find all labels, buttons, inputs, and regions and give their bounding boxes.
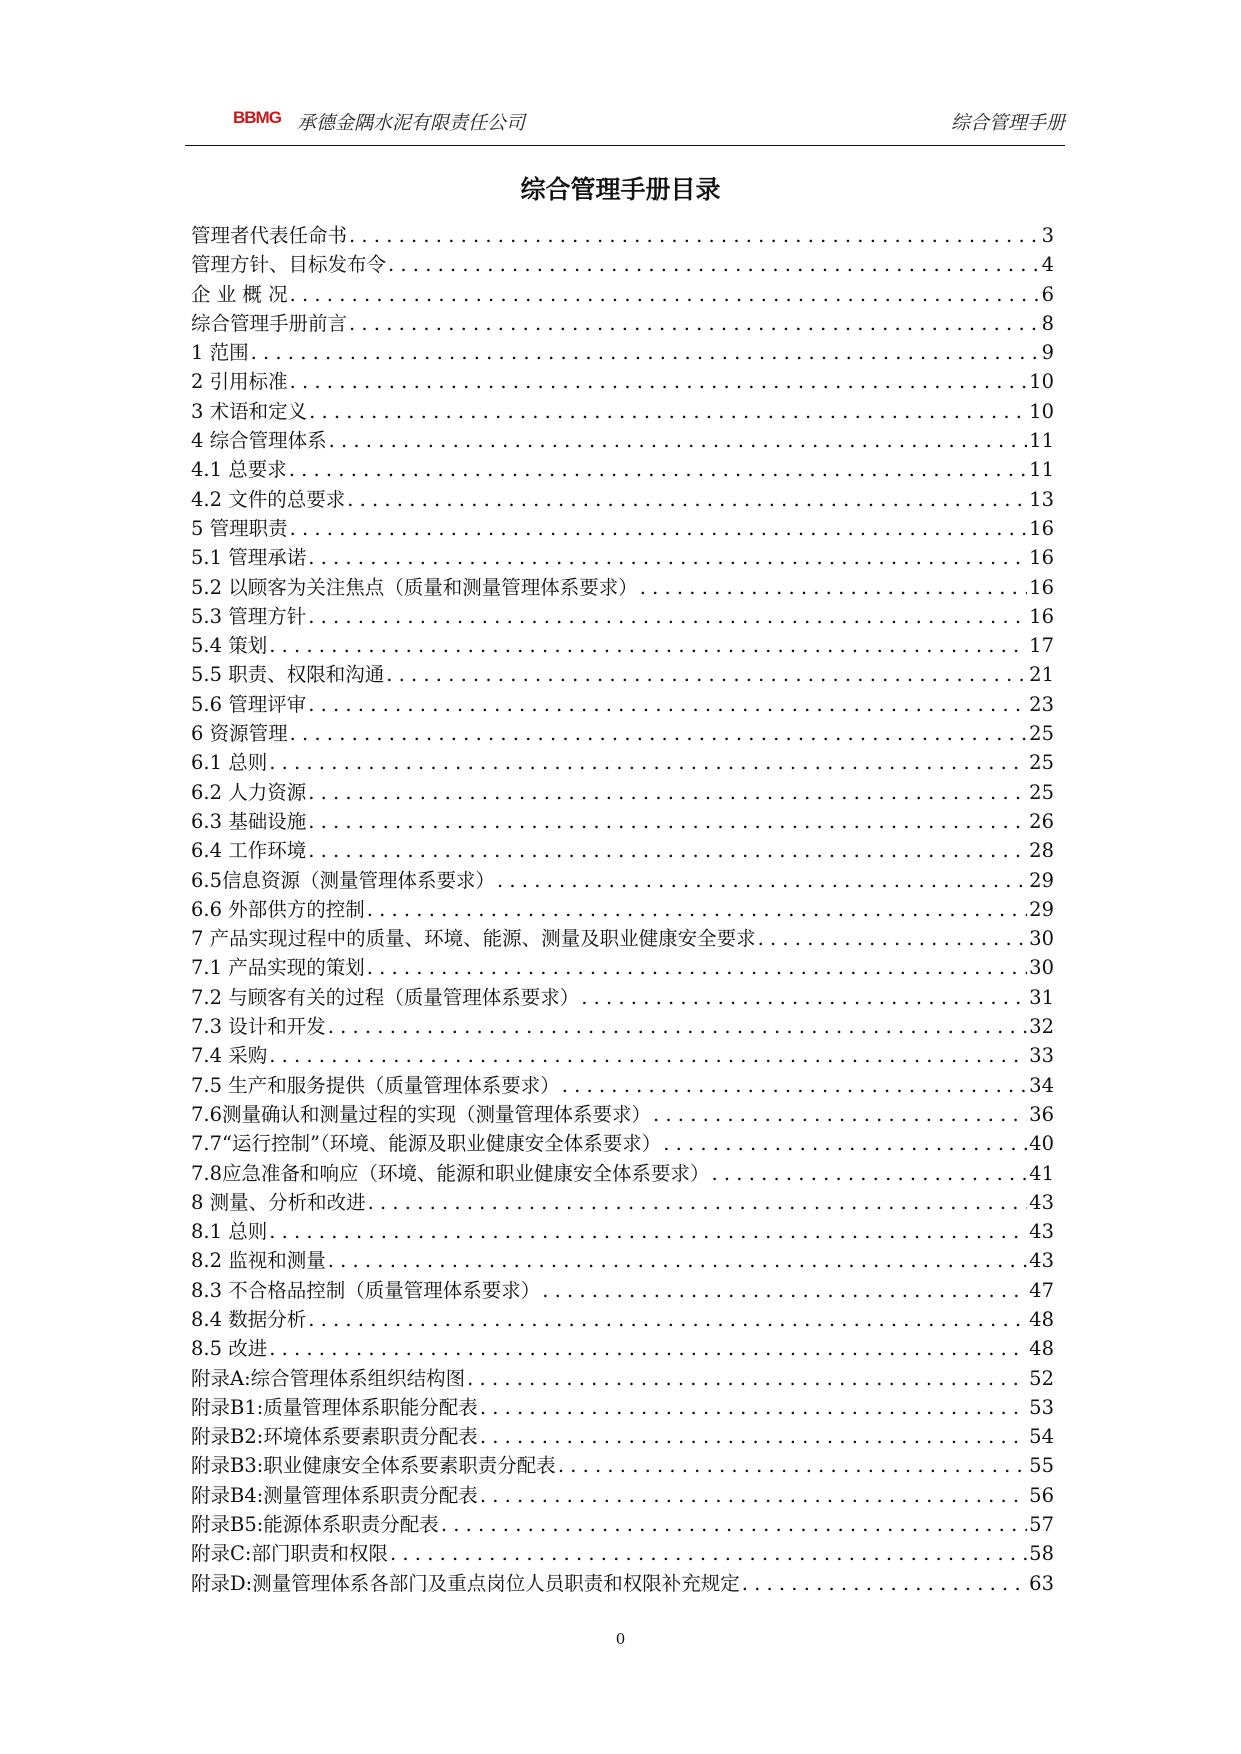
toc-entry-label: 管理者代表任命书 (191, 224, 348, 247)
toc-entry-page: 25 (1029, 722, 1054, 746)
toc-entry-label: 6.3 基础设施 (191, 809, 307, 833)
toc-entry-label: 3 术语和定义 (191, 399, 308, 423)
toc-leader-dots (467, 1364, 1027, 1393)
toc-entry-label: 5.3 管理方针 (191, 604, 307, 628)
page-title: 综合管理手册目录 (520, 175, 721, 204)
toc-entry-page: 43 (1029, 1249, 1054, 1273)
toc-entry[interactable] (191, 1129, 1054, 1158)
toc-entry-label: 附录B5:能源体系职责分配表 (191, 1513, 439, 1537)
toc-entry[interactable] (191, 895, 1054, 924)
toc-entry-page: 13 (1029, 487, 1054, 511)
toc-entry[interactable] (191, 367, 1054, 396)
toc-entry[interactable] (191, 397, 1054, 426)
toc-leader-dots (308, 836, 1027, 865)
toc-leader-dots (441, 1510, 1027, 1539)
toc-entry-page: 16 (1029, 516, 1054, 540)
toc-entry-page: 31 (1029, 985, 1054, 1009)
toc-leader-dots (290, 280, 1040, 309)
toc-entry-label: 5.4 策划 (191, 634, 268, 658)
toc-entry-page: 28 (1029, 839, 1054, 863)
toc-entry-page: 48 (1029, 1307, 1054, 1331)
toc-entry[interactable] (191, 1246, 1054, 1275)
manual-name: 综合管理手册 (950, 112, 1065, 134)
toc-entry-label: 附录D:测量管理体系各部门及重点岗位人员职责和权限补充规定 (191, 1571, 740, 1595)
toc-leader-dots (742, 1569, 1027, 1598)
toc-entry[interactable] (191, 1041, 1054, 1070)
toc-leader-dots (309, 397, 1027, 426)
toc-entry-label: 7.8应急准备和响应（环境、能源和职业健康安全体系要求） (191, 1161, 710, 1185)
toc-entry[interactable] (191, 1305, 1054, 1334)
toc-leader-dots (329, 426, 1028, 455)
toc-entry-label: 6 资源管理 (191, 722, 288, 746)
toc-leader-dots (542, 1276, 1027, 1305)
toc-leader-dots (480, 1422, 1027, 1451)
toc-entry-page: 3 (1041, 224, 1054, 247)
toc-entry-page: 40 (1029, 1132, 1054, 1156)
toc-entry-page: 30 (1029, 927, 1054, 951)
toc-entry[interactable] (191, 660, 1054, 689)
toc-entry-label: 附录B2:环境体系要素职责分配表 (191, 1425, 478, 1449)
toc-entry[interactable] (191, 953, 1054, 982)
toc-entry[interactable] (191, 1276, 1054, 1305)
toc-leader-dots (269, 1041, 1027, 1070)
toc-entry-label: 附录B4:测量管理体系职责分配表 (191, 1483, 478, 1507)
toc-entry[interactable] (191, 1539, 1054, 1568)
toc-entry[interactable] (191, 1217, 1054, 1246)
toc-leader-dots (558, 1451, 1027, 1480)
toc-entry[interactable] (191, 924, 1054, 953)
company-name: 承德金隅水泥有限责任公司 (297, 112, 526, 134)
toc-entry-page: 26 (1029, 809, 1054, 833)
company-logo (233, 94, 295, 128)
toc-leader-dots (367, 953, 1027, 982)
toc-leader-dots (308, 807, 1027, 836)
toc-entry[interactable] (191, 1569, 1054, 1598)
toc-entry-page: 43 (1029, 1220, 1054, 1244)
toc-entry-page: 29 (1029, 868, 1054, 892)
toc-leader-dots (308, 602, 1027, 631)
toc-entry-label: 8.4 数据分析 (191, 1307, 307, 1331)
toc-entry-page: 16 (1029, 604, 1054, 628)
toc-entry-page: 34 (1029, 1073, 1054, 1097)
toc-leader-dots (269, 1334, 1027, 1363)
toc-entry[interactable] (191, 602, 1054, 631)
toc-entry-label: 5.2 以顾客为关注焦点（质量和测量管理体系要求） (191, 575, 638, 599)
toc-entry-label: 4.2 文件的总要求 (191, 487, 346, 511)
toc-entry[interactable] (191, 1100, 1054, 1129)
toc-entry[interactable] (191, 1422, 1054, 1451)
toc-leader-dots (712, 1159, 1028, 1188)
toc-entry-label: 综合管理手册前言 (191, 311, 348, 335)
toc-entry-page: 52 (1029, 1366, 1054, 1390)
toc-entry-label: 7 产品实现过程中的质量、环境、能源、测量及职业健康安全要求 (191, 927, 756, 951)
toc-leader-dots (290, 514, 1028, 543)
toc-entry-label: 6.1 总则 (191, 751, 268, 775)
toc-leader-dots (290, 719, 1028, 748)
toc-leader-dots (562, 1071, 1027, 1100)
toc-entry-label: 管理方针、目标发布令 (191, 253, 387, 277)
toc-leader-dots (251, 338, 1040, 367)
toc-leader-dots (269, 1217, 1027, 1246)
toc-leader-dots (390, 1539, 1027, 1568)
toc-entry-page: 36 (1029, 1102, 1054, 1126)
toc-entry-page: 23 (1029, 692, 1054, 716)
table-of-contents (191, 221, 1054, 1598)
toc-entry[interactable] (191, 1334, 1054, 1363)
toc-entry[interactable] (191, 485, 1054, 514)
toc-entry-label: 1 范围 (191, 341, 249, 365)
toc-leader-dots (640, 573, 1027, 602)
toc-entry[interactable] (191, 1012, 1054, 1041)
toc-entry-page: 32 (1029, 1015, 1054, 1039)
toc-entry-label: 附录B3:职业健康安全体系要素职责分配表 (191, 1454, 556, 1478)
toc-leader-dots (758, 924, 1028, 953)
toc-entry-page: 16 (1029, 546, 1054, 570)
toc-leader-dots (349, 309, 1040, 338)
toc-entry[interactable] (191, 543, 1054, 572)
toc-entry-label: 企 业 概 况 (191, 282, 288, 306)
toc-entry-page: 25 (1029, 751, 1054, 775)
toc-entry-label: 8 测量、分析和改进 (191, 1190, 366, 1214)
toc-entry-label: 6.2 人力资源 (191, 780, 307, 804)
toc-entry-page: 16 (1029, 575, 1054, 599)
toc-entry-label: 附录C:部门职责和权限 (191, 1542, 388, 1566)
toc-entry[interactable] (191, 280, 1054, 309)
toc-entry-label: 附录B1:质量管理体系职能分配表 (191, 1395, 478, 1419)
toc-entry-page: 43 (1029, 1190, 1054, 1214)
toc-entry-page: 48 (1029, 1337, 1054, 1361)
toc-entry[interactable] (191, 309, 1054, 338)
toc-entry[interactable] (191, 221, 1054, 250)
toc-entry[interactable] (191, 426, 1054, 455)
toc-entry-label: 6.6 外部供方的控制 (191, 897, 365, 921)
toc-leader-dots (388, 250, 1040, 279)
toc-entry[interactable] (191, 1159, 1054, 1188)
toc-entry-label: 5.6 管理评审 (191, 692, 307, 716)
toc-leader-dots (290, 367, 1028, 396)
toc-entry-label: 2 引用标准 (191, 370, 288, 394)
toc-entry[interactable] (191, 719, 1054, 748)
toc-leader-dots (367, 895, 1027, 924)
toc-entry[interactable] (191, 866, 1054, 895)
toc-leader-dots (289, 455, 1027, 484)
toc-entry[interactable] (191, 1071, 1054, 1100)
toc-leader-dots (581, 983, 1027, 1012)
toc-entry[interactable] (191, 748, 1054, 777)
toc-entry-page: 57 (1029, 1513, 1054, 1537)
toc-entry-label: 7.5 生产和服务提供（质量管理体系要求） (191, 1073, 560, 1097)
toc-leader-dots (328, 1246, 1027, 1275)
toc-entry-page: 55 (1029, 1454, 1054, 1478)
toc-entry[interactable] (191, 631, 1054, 660)
toc-entry-label: 7.7“运行控制”（环境、能源及职业健康安全体系要求） (191, 1132, 662, 1156)
toc-entry[interactable] (191, 250, 1054, 279)
toc-entry-label: 7.6测量确认和测量过程的实现（测量管理体系要求） (191, 1102, 652, 1126)
toc-entry-label: 6.5信息资源（测量管理体系要求） (191, 868, 496, 892)
toc-entry[interactable] (191, 1481, 1054, 1510)
toc-entry[interactable] (191, 836, 1054, 865)
toc-leader-dots (497, 866, 1027, 895)
toc-leader-dots (308, 778, 1027, 807)
toc-entry[interactable] (191, 573, 1054, 602)
toc-leader-dots (653, 1100, 1027, 1129)
toc-entry-page: 10 (1029, 370, 1054, 394)
toc-entry-page: 11 (1029, 429, 1054, 453)
toc-leader-dots (349, 221, 1040, 250)
toc-leader-dots (480, 1481, 1027, 1510)
toc-entry-page: 53 (1029, 1395, 1054, 1419)
toc-leader-dots (386, 660, 1027, 689)
toc-leader-dots (663, 1129, 1027, 1158)
toc-entry[interactable] (191, 1451, 1054, 1480)
toc-entry-page: 9 (1041, 341, 1054, 365)
toc-entry-page: 30 (1029, 956, 1054, 980)
toc-entry-page: 10 (1029, 399, 1054, 423)
toc-entry[interactable] (191, 1510, 1054, 1539)
toc-leader-dots (480, 1393, 1027, 1422)
toc-entry-page: 21 (1029, 663, 1054, 687)
toc-entry[interactable] (191, 455, 1054, 484)
toc-entry-page: 11 (1029, 458, 1054, 482)
toc-entry[interactable] (191, 1364, 1054, 1393)
logo-text: BBMG (233, 108, 281, 127)
page-header (185, 88, 1065, 146)
toc-leader-dots (308, 690, 1027, 719)
toc-entry[interactable] (191, 338, 1054, 367)
toc-entry[interactable] (191, 983, 1054, 1012)
toc-entry-label: 5.1 管理承诺 (191, 546, 307, 570)
toc-leader-dots (269, 748, 1027, 777)
toc-entry-page: 6 (1041, 282, 1054, 306)
toc-entry-page: 56 (1029, 1483, 1054, 1507)
toc-entry-label: 8.5 改进 (191, 1337, 268, 1361)
toc-entry-label: 7.3 设计和开发 (191, 1015, 326, 1039)
toc-entry-page: 41 (1029, 1161, 1054, 1185)
toc-entry-page: 54 (1029, 1425, 1054, 1449)
header-divider (185, 145, 1065, 146)
toc-entry-page: 25 (1029, 780, 1054, 804)
toc-leader-dots (308, 1305, 1027, 1334)
toc-entry-page: 33 (1029, 1044, 1054, 1068)
toc-entry[interactable] (191, 807, 1054, 836)
toc-entry-page: 63 (1029, 1571, 1054, 1595)
toc-entry-page: 17 (1029, 634, 1054, 658)
toc-entry-label: 7.2 与顾客有关的过程（质量管理体系要求） (191, 985, 580, 1009)
toc-entry-label: 7.1 产品实现的策划 (191, 956, 365, 980)
toc-entry[interactable] (191, 1188, 1054, 1217)
toc-entry-label: 8.1 总则 (191, 1220, 268, 1244)
toc-entry[interactable] (191, 690, 1054, 719)
toc-leader-dots (328, 1012, 1027, 1041)
toc-entry-label: 8.2 监视和测量 (191, 1249, 326, 1273)
toc-entry-label: 4.1 总要求 (191, 458, 287, 482)
toc-entry-page: 58 (1029, 1542, 1054, 1566)
toc-entry-page: 4 (1041, 253, 1054, 277)
toc-entry[interactable] (191, 1393, 1054, 1422)
toc-entry[interactable] (191, 778, 1054, 807)
toc-leader-dots (269, 631, 1027, 660)
toc-leader-dots (308, 543, 1027, 572)
toc-entry-page: 47 (1029, 1278, 1054, 1302)
toc-entry-label: 4 综合管理体系 (191, 429, 327, 453)
toc-entry-label: 8.3 不合格品控制（质量管理体系要求） (191, 1278, 541, 1302)
toc-entry[interactable] (191, 514, 1054, 543)
page-number: 0 (615, 1630, 626, 1648)
toc-entry-page: 8 (1041, 311, 1054, 335)
toc-entry-page: 29 (1029, 897, 1054, 921)
toc-leader-dots (347, 485, 1027, 514)
toc-entry-label: 6.4 工作环境 (191, 839, 307, 863)
toc-entry-label: 5.5 职责、权限和沟通 (191, 663, 385, 687)
toc-entry-label: 5 管理职责 (191, 516, 288, 540)
toc-entry-label: 7.4 采购 (191, 1044, 268, 1068)
toc-entry-label: 附录A:综合管理体系组织结构图 (191, 1366, 466, 1390)
toc-leader-dots (368, 1188, 1028, 1217)
